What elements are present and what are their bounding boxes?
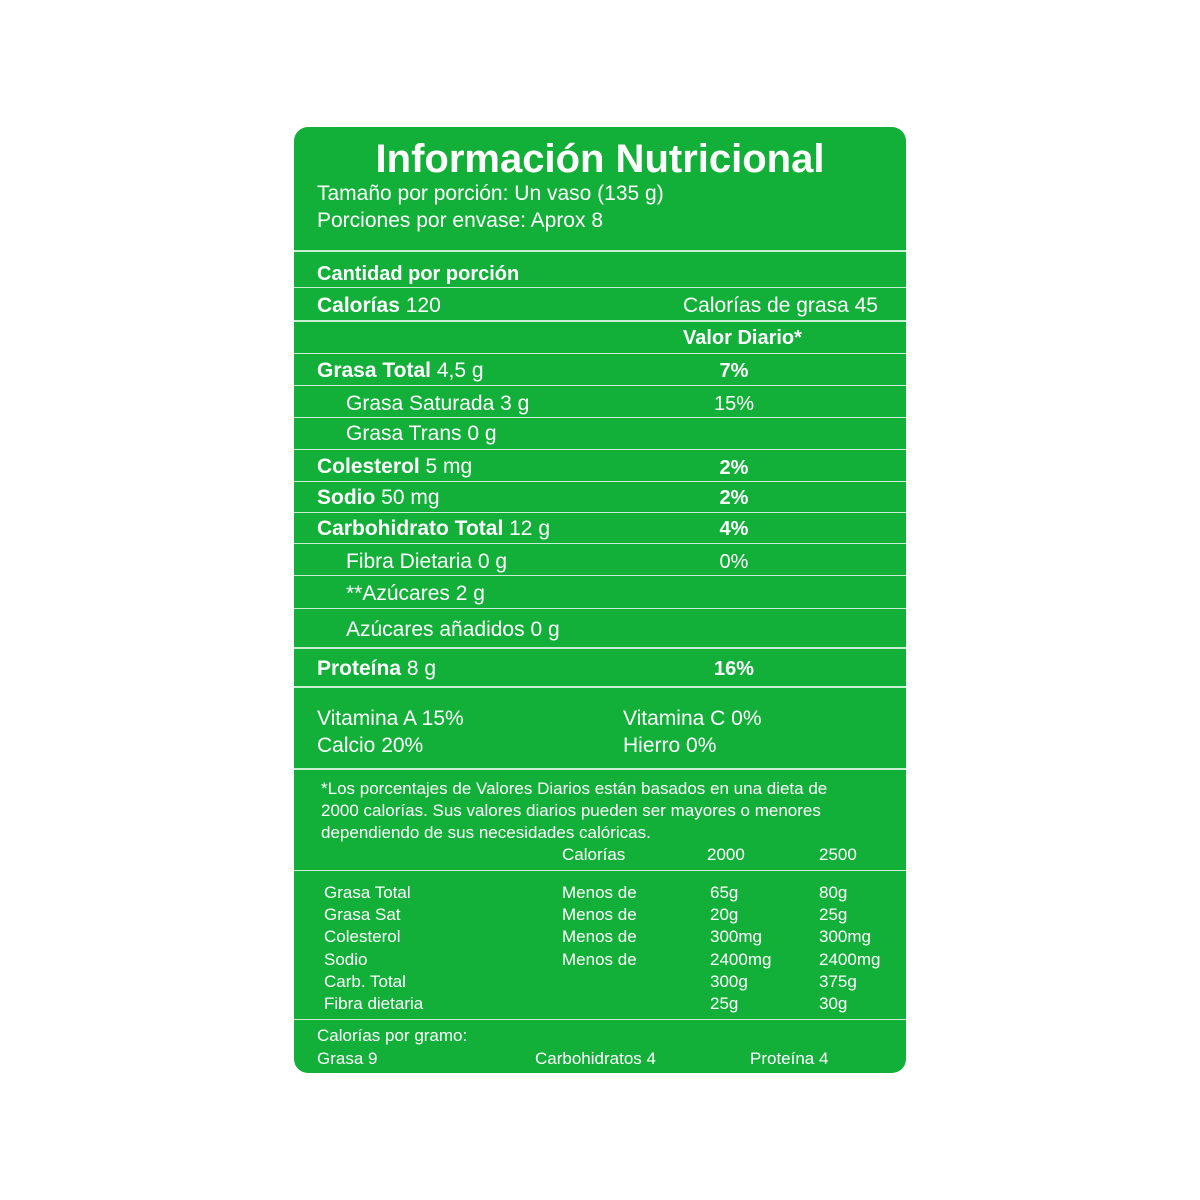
divider [294,449,906,450]
divider [294,320,906,322]
nutrient-label: Sodio [317,486,376,509]
divider [294,353,906,354]
ref-row-v1: 65g [710,883,739,902]
calories-from-fat: Calorías de grasa 45 [683,294,878,317]
nutrient-label: Grasa Trans 0 g [346,422,497,445]
nutrient-dv: 0% [719,551,749,573]
nutrient-label: Azúcares añadidos 0 g [346,618,560,641]
nutrient-amount: 4,5 g [436,359,484,382]
divider [294,1019,906,1020]
nutrient-label: **Azúcares 2 g [346,582,485,605]
ref-row-qualifier: Menos de [562,883,637,902]
nutrient-label: Colesterol [317,455,420,478]
nutrient-row [317,658,436,679]
ref-row-qualifier: Menos de [562,905,637,924]
servings-per-container: Porciones por envase: Aprox 8 [317,209,604,232]
calories-per-gram-protein: Proteína 4 [750,1049,829,1068]
nutrient-amount: 5 mg [425,455,473,478]
calories-value: 120 [405,294,441,317]
divider [294,512,906,513]
ref-row-v1: 25g [710,994,739,1013]
divider [294,686,906,688]
ref-row-name: Grasa Total [324,883,411,902]
serving-size: Tamaño por porción: Un vaso (135 g) [317,182,664,205]
footnote-line: dependiendo de sus necesidades calóricas. [321,823,651,842]
nutrient-label: Proteína [317,657,402,680]
calcium: Calcio 20% [317,734,424,757]
panel-title: Información Nutricional [375,137,825,181]
ref-header-2000: 2000 [707,845,745,864]
ref-header-2500: 2500 [819,845,857,864]
ref-row-v1: 2400mg [710,950,772,969]
vitamin-a: Vitamina A 15% [317,707,464,730]
calories-label: Calorías [317,294,400,317]
nutrient-dv: 16% [713,658,755,680]
calories-row [317,295,441,316]
nutrient-label: Fibra Dietaria 0 g [346,550,508,573]
footnote-line: *Los porcentajes de Valores Diarios están basados en una dieta de [321,779,828,798]
ref-row-qualifier: Menos de [562,950,637,969]
nutrient-label: Carbohidrato Total [317,517,504,540]
nutrition-facts-panel [294,127,906,1073]
nutrient-dv: 7% [719,360,749,382]
divider [294,417,906,418]
ref-row-v1: 300g [710,972,748,991]
divider [294,385,906,386]
calories-per-gram-carbs: Carbohidratos 4 [535,1049,656,1068]
ref-row-v1: 300mg [710,927,762,946]
ref-row-name: Grasa Sat [324,905,401,924]
nutrient-label: Grasa Total [317,359,431,382]
nutrient-row [317,456,472,477]
calories-per-gram-fat: Grasa 9 [317,1049,378,1068]
ref-row-v2: 25g [819,905,848,924]
nutrient-label: Grasa Saturada 3 g [346,392,530,415]
ref-row-qualifier: Menos de [562,927,637,946]
nutrient-row [317,518,550,539]
ref-row-name: Colesterol [324,927,401,946]
ref-row-v2: 30g [819,994,848,1013]
nutrient-dv: 15% [713,393,755,415]
ref-row-v2: 375g [819,972,857,991]
divider [294,575,906,576]
iron: Hierro 0% [623,734,717,757]
divider [294,608,906,609]
ref-row-v2: 80g [819,883,848,902]
nutrient-amount: 8 g [406,657,437,680]
nutrient-dv: 4% [719,518,749,540]
nutrient-row [317,360,484,381]
ref-header-calories: Calorías [562,845,626,864]
ref-row-name: Carb. Total [324,972,406,991]
nutrient-row [317,487,440,508]
amount-per-serving: Cantidad por porción [317,263,520,285]
nutrient-dv: 2% [719,457,749,479]
nutrient-amount: 12 g [509,517,550,540]
ref-row-v2: 300mg [819,927,871,946]
ref-row-name: Fibra dietaria [324,994,424,1013]
footnote-line: 2000 calorías. Sus valores diarios pueden ser mayores o menores [321,801,821,820]
ref-row-name: Sodio [324,950,368,969]
divider [294,870,906,871]
divider [294,481,906,482]
divider [294,768,906,770]
divider [294,250,906,252]
divider [294,647,906,649]
daily-value-header: Valor Diario* [683,327,802,349]
calories-per-gram-label: Calorías por gramo: [317,1026,468,1045]
nutrient-amount: 50 mg [381,486,440,509]
nutrient-dv: 2% [719,487,749,509]
divider [294,287,906,288]
vitamin-c: Vitamina C 0% [623,707,762,730]
divider [294,543,906,544]
ref-row-v1: 20g [710,905,739,924]
ref-row-v2: 2400mg [819,950,881,969]
